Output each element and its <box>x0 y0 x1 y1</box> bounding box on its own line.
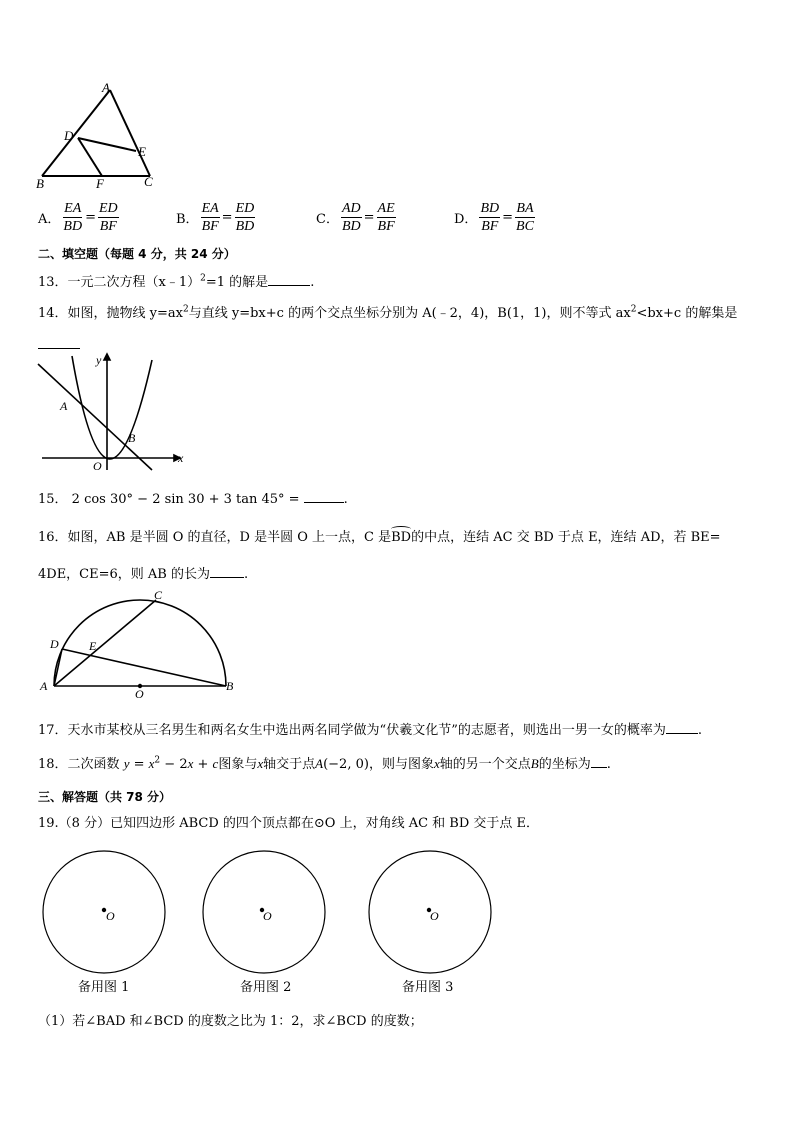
question-16-line2: 4DE，CE=6，则 AB 的长为 . <box>38 567 249 582</box>
axis-y-label: y <box>96 353 102 367</box>
question-13: 13．一元二次方程（x﹣1）$^2$=1 的解是 . <box>38 273 315 290</box>
spare-circle-1 <box>40 848 170 976</box>
label-C: C <box>144 174 153 189</box>
point-C-label: C <box>154 588 163 602</box>
parabola-figure <box>30 348 195 476</box>
option-a[interactable]: A． $\frac{EA}{BD}$ = $\frac{ED}{BF}$ <box>38 201 118 234</box>
section-fill-in-heading: 二、填空题（每题 4 分，共 24 分） <box>38 247 236 261</box>
spare-circle-2 <box>200 848 330 976</box>
question-19-part-1: （1）若∠BAD 和∠BCD 的度数之比为 1：2，求∠BCD 的度数； <box>38 1014 423 1029</box>
option-d[interactable]: D． $\frac{BD}{BF}$ = $\frac{BA}{BC}$ <box>454 201 534 234</box>
question-15: 15． 2 cos 30° − 2 sin 30 + 3 tan 45° = . <box>38 492 348 507</box>
axis-x-label: x <box>178 451 184 465</box>
circle-center-label: O <box>106 909 115 923</box>
label-E: E <box>138 144 146 159</box>
label-F: F <box>96 176 104 191</box>
center-O-label: O <box>135 687 144 698</box>
point-A-label: A <box>40 679 48 693</box>
point-D-label: D <box>50 637 59 651</box>
question-16-line1: 16．如图，AB 是半圆 O 的直径，D 是半圆 O 上一点，C 是 BD的中点，连结 AC 交 BD 于点 E，连结 AD，若 BE= <box>38 526 721 545</box>
question-19: 19.（8 分）已知四边形 ABCD 的四个顶点都在⊙O 上，对角线 AC 和 BD 交于点 E． <box>38 816 540 831</box>
option-b[interactable]: B． $\frac{EA}{BF}$ = $\frac{ED}{BD}$ <box>176 201 255 234</box>
question-17: 17．天水市某校从三名男生和两名女生中选出两名同学做为“伏羲文化节”的志愿者，则选出一男一女的概率为 . <box>38 723 702 738</box>
point-B-label: B <box>128 431 136 445</box>
point-A-label: A <box>60 399 68 413</box>
question-18: 18．二次函数 $y = x^2 - 2x + c$图象与x轴交于点A(−2, 0)，则与图象x轴的另一个交点B的坐标为 . <box>38 755 611 772</box>
caption-3: 备用图 3 <box>402 980 454 995</box>
label-A: A <box>102 80 110 95</box>
spare-circle-3 <box>366 848 496 976</box>
triangle-figure <box>30 80 170 195</box>
label-B: B <box>36 176 44 191</box>
caption-1: 备用图 1 <box>78 980 130 995</box>
semicircle-figure <box>34 586 244 698</box>
answer-blank-13[interactable] <box>268 285 310 286</box>
section-solve-heading: 三、解答题（共 78 分） <box>38 790 172 804</box>
answer-blank-17[interactable] <box>666 733 698 734</box>
point-B-label: B <box>226 679 234 693</box>
circle-center-label: O <box>263 909 272 923</box>
point-E-label: E <box>89 639 97 653</box>
label-D: D <box>64 128 74 143</box>
answer-blank-16[interactable] <box>210 577 244 578</box>
option-c[interactable]: C． $\frac{AD}{BD}$ = $\frac{AE}{BF}$ <box>316 201 395 234</box>
answer-blank-15[interactable] <box>304 502 344 503</box>
arc-mark <box>391 526 411 532</box>
question-14: 14．如图，抛物线 $y=ax^2$与直线 y=bx+c 的两个交点坐标分别为 A(﹣2，4)，B(1，1)，则不等式 $ax^2<bx+c$ 的解集是 <box>38 304 738 321</box>
answer-blank-18[interactable] <box>591 767 607 768</box>
caption-2: 备用图 2 <box>240 980 292 995</box>
origin-label: O <box>93 459 102 473</box>
circle-center-label: O <box>430 909 439 923</box>
